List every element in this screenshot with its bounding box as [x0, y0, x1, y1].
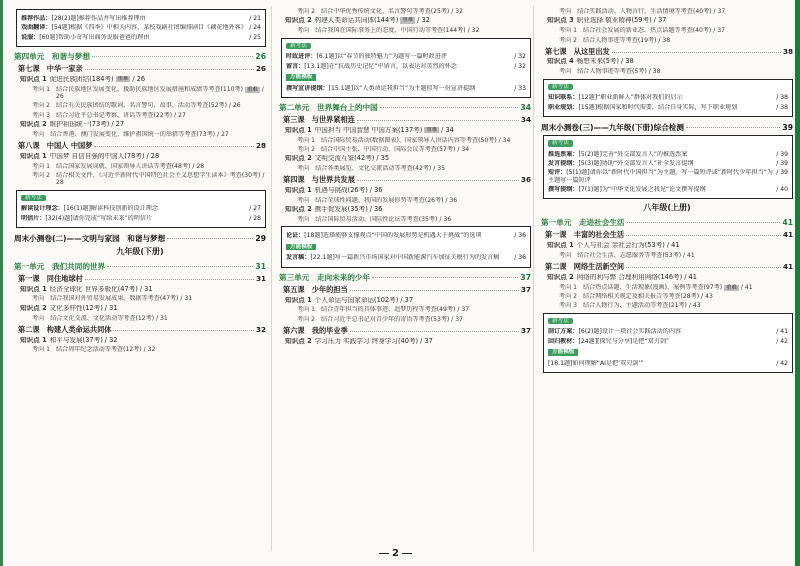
column-divider [271, 6, 272, 551]
box-item: 明信片：[32(4)题]请你完成“写给未来”的明信片 / 28 [21, 214, 261, 222]
exam-direction[interactable]: 考向 结合香港、澳门发展变化、维护祖国统一的举措等考查(73考) / 27 [32, 130, 229, 138]
difficulty-badge: 重难 [247, 86, 258, 93]
unit-heading[interactable]: 第一单元 我们共同的世界 31 [14, 261, 266, 271]
new-exam-box [543, 313, 793, 373]
grade-heading: 八年级(上册) [643, 203, 691, 213]
box-item: 短评：[5(1)题]请你以“新时代中国担当”为主题，写一篇短评或“新时代少年担当”为主题写一篇短评 / 39 [548, 169, 788, 184]
exam-direction[interactable]: 考向 结合实践活动、人物言行、生活情境等考查(40考) / 37 [559, 8, 726, 15]
exam-direction[interactable]: 考向 结合全球性问题、我国的发展形势等考查(26考) / 36 [297, 196, 458, 204]
box-item: 知识联系：[12题]“职业新鲜人”群体对我们的启示 / 38 [548, 94, 788, 102]
knowledge-point[interactable]: 知识点 1 经济全球化 世界多极化(47考) / 31 [20, 285, 153, 293]
box-item: 发言提纲：[5(3)题]协助“外交部发言人”补全发言提纲 / 39 [548, 160, 788, 168]
new-method-tag: 新考法 [548, 318, 573, 325]
exam-direction[interactable]: 考向 1 结合国际贸易活动(数据图表)、国家领导人讲话内容等考查(50考) / 34 [297, 136, 511, 144]
lesson-heading[interactable]: 第二课 构建人类命运共同体 32 [18, 324, 266, 334]
unit-heading[interactable]: 第三单元 走向未来的少年 37 [279, 272, 531, 282]
knowledge-point[interactable]: 知识点 1 机遇与挑战(26考) / 36 [285, 187, 383, 195]
box-item: 制订方案：[6(2)题]设计一项社会实践活动的内容 / 41 [548, 328, 788, 336]
lesson-heading[interactable]: 第六课 我的毕业季 37 [283, 326, 531, 336]
exam-direction[interactable]: 考向 1 结合社会发展的新业态、热点话题等考查(40考) / 37 [559, 27, 726, 35]
knowledge-point[interactable]: 知识点 2 构建人类命运共同体(144考) 重难 / 32 [285, 17, 430, 25]
exam-direction[interactable]: 考向 结合各类展览、文化交流活动等考查(42考) / 35 [297, 165, 445, 173]
knowledge-point[interactable]: 知识点 2 携手促发展(35考) / 36 [285, 206, 383, 214]
knowledge-point[interactable]: 知识点 1 促进民族团结(184考) 重难 / 26 [20, 75, 146, 83]
knowledge-point[interactable]: 知识点 2 维护祖国统一(73考) / 27 [20, 121, 125, 129]
lesson-heading[interactable]: 第三课 与世界紧相连 34 [283, 114, 531, 124]
new-exam-box [543, 79, 793, 117]
box-item: 撰写宣讲提纲：[15.1题]以“人类命运我担当”为主题拟写一份宣讲提纲 / 33 [286, 84, 526, 92]
new-exam-box [543, 135, 793, 199]
template-tag: 万能模板 [548, 349, 578, 356]
left-edge-strip [0, 0, 3, 566]
unit-heading[interactable]: 第四单元 和谐与梦想 26 [14, 51, 266, 61]
weekend-test-heading[interactable]: 周末小测卷(三)——九年级(下册)综合检测 39 [541, 123, 793, 133]
new-exam-box [281, 226, 531, 267]
exam-direction[interactable]: 考向 结合社会生活、志愿服务等考查(53考) / 41 [559, 251, 695, 259]
right-edge-strip [795, 0, 800, 566]
grade-heading: 九年级(下册) [116, 247, 164, 257]
exam-direction[interactable]: 考向 1 结合青年担当的具体事迹、追梦历程等考查(49考) / 37 [297, 306, 470, 314]
page-number: 2 [376, 548, 415, 560]
box-item: 解读设计理念：[16(1)题]解读科技创新的设计理念 / 27 [21, 205, 261, 213]
lesson-heading[interactable]: 第四课 与世界共发展 36 [283, 175, 531, 185]
exam-direction[interactable]: 考向 1 结合周年纪念活动等考查(12考) / 32 [32, 346, 156, 354]
new-exam-box [281, 38, 531, 98]
lesson-heading[interactable]: 第七课 从这里出发 38 [545, 46, 793, 56]
exam-direction[interactable]: 考向 2 结合网络相关规定及相关报告等考查(28考) / 43 [559, 293, 713, 300]
exam-direction[interactable]: 考向 1 结合热点话题、生活现象(漫画)、案例等考查(97考) 重难 / 41 [559, 283, 753, 291]
exam-direction[interactable]: 考向 2 结合中国主张、中国行动、国际会议等考查(57考) / 34 [297, 145, 470, 153]
exam-direction[interactable]: 考向 2 结合有关民族团结的歌词、名言警句、故事、活动等考查(52考) / 26 [32, 102, 241, 110]
knowledge-point[interactable]: 知识点 2 网络的利与弊 合理利用网络(146考) / 41 [547, 273, 697, 281]
box-item: 戏曲翻译：[54题]根据《四季》中相关内容，某校戏剧社团编排剧目《藕花地外客》 / 24 [21, 24, 261, 32]
box-item: 时政进评：[6.1题]以“春节的独特魅力”为题写一篇时政进评 / 32 [286, 53, 526, 61]
difficulty-badge: 重难 [726, 284, 737, 291]
exam-direction[interactable]: 考向 结合我国对外贸易发展成果、数据等考查(47考) / 31 [32, 295, 193, 303]
lesson-heading[interactable]: 第八课 中国人 中国梦 28 [18, 141, 266, 151]
template-tag: 万能模板 [286, 74, 316, 81]
knowledge-point[interactable]: 知识点 4 畅想未来(5考) / 38 [547, 58, 634, 66]
knowledge-point[interactable]: 知识点 2 文化多样性(12考) / 31 [20, 304, 118, 312]
new-method-tag: 新考法 [548, 84, 573, 91]
column-right [541, 6, 793, 376]
box-item: 发言稿：[22.1题]写一篇新兴市场国家对中国新能源汽车加征关税行为的发言稿 / 36 [286, 254, 526, 262]
unit-heading[interactable]: 第一单元 走进社会生活 41 [541, 218, 793, 227]
difficulty-badge: 重难 [426, 126, 438, 133]
exam-direction[interactable]: 考向 2 结合人物事迹等考查(19考) / 38 [559, 36, 671, 44]
knowledge-point[interactable]: 知识点 3 职业选择 敬业精神(59考) / 37 [547, 17, 667, 25]
exam-direction[interactable]: 考向 1 结合国家发展成就、国家领导人讲话等考查(48考) / 28 [32, 162, 205, 170]
lesson-heading[interactable]: 第一课 同住地球村 31 [18, 273, 266, 283]
box-item: 推荐作品：[28(2)题]推荐作品并写出推荐理由 / 21 [21, 15, 261, 22]
exam-direction[interactable]: 考向 3 结合习近平总书记考察、讲话等考查(22考) / 27 [32, 111, 186, 119]
box-item: 推选票案：[5(2)题]完善“外交部发言人”的推选票案 / 39 [548, 150, 788, 158]
exam-direction[interactable]: 考向 2 结合习近平总书记对青少年的寄语等考查(53考) / 37 [297, 315, 464, 323]
new-exam-box [16, 190, 266, 228]
unit-heading[interactable]: 第二单元 世界舞台上的中国 34 [279, 102, 531, 112]
lesson-heading[interactable]: 第七课 中华一家亲 26 [18, 64, 266, 74]
knowledge-point[interactable]: 知识点 2 文明交流互鉴(42考) / 35 [285, 155, 390, 163]
column-divider [533, 6, 534, 551]
box-item: 留言：[13.1题]在“抗战历史记忆”中留言，以表达对英烈的怀念 / 32 [286, 62, 526, 70]
exam-direction[interactable]: 考向 结合文化交流、文化活动等考查(12考) / 31 [32, 314, 168, 322]
new-exam-box [16, 9, 266, 47]
knowledge-point[interactable]: 知识点 1 中国担当 中国智慧 中国方案(137考) 重难 / 34 [285, 126, 454, 134]
box-item: 撰写提纲：[7(1)题]为“中华文化发展之我见”论文撰写提纲 / 40 [548, 186, 788, 194]
column-left [14, 6, 266, 356]
lesson-heading[interactable]: 第一课 丰富的社会生活 41 [545, 230, 793, 240]
knowledge-point[interactable]: 知识点 1 中国梦 自信自强的中国人(78考) / 28 [20, 152, 160, 160]
exam-direction[interactable]: 考向 3 结合人物行为、主题活动等考查(21考) / 43 [559, 302, 701, 310]
exam-direction[interactable]: 考向 2 结合相关文件、《习近平新时代中国特色社会主义思想学生读本》考查(30考) / 28 [32, 172, 265, 187]
box-item: [18.1题]如何理解“AI是把‘双刃剑’” / 42 [548, 359, 788, 367]
knowledge-point[interactable]: 知识点 1 个人命运与国家命运(102考) / 37 [285, 296, 414, 304]
box-item: 论证：[18题]选择能够支撑观点“中国的发展形势是机遇大于挑战”的选项 / 36 [286, 232, 526, 240]
lesson-heading[interactable]: 第五课 少年的担当 37 [283, 284, 531, 294]
new-method-tag: 新考法 [21, 195, 46, 202]
column-middle [279, 6, 531, 348]
template-tag: 万能模板 [286, 244, 316, 251]
lesson-heading[interactable]: 第二课 网络生活新空间 41 [545, 261, 793, 271]
exam-direction[interactable]: 考向 结合国际贸易活动、国际性论坛等考查(35考) / 36 [297, 216, 452, 224]
new-method-tag: 新考法 [286, 43, 311, 50]
box-item: 回归教材：[24题][探究与分享]是把“双刃剑” / 42 [548, 337, 788, 345]
new-method-tag: 新考法 [548, 140, 573, 147]
difficulty-badge: 重难 [402, 17, 414, 24]
exam-direction[interactable]: 考向 结合我国在国际事务上的态度、中国行动等考查(144考) / 32 [297, 27, 480, 35]
exam-direction[interactable]: 考向 结合人物事迹等考查(5考) / 38 [559, 68, 661, 76]
exam-direction[interactable]: 考向 1 结合民族地区发展变化、援助民族地区发展措施和成绩等考查(110考) 重难 / 26 [32, 85, 264, 101]
box-item: 职业规划：[15题]根据国家和时代需要，结合自身实际，写下职业规划 / 38 [548, 103, 788, 111]
knowledge-point[interactable]: 知识点 2 学习压力 实践学习 终身学习(40考) / 37 [285, 337, 433, 345]
weekend-test-heading[interactable]: 周末小测卷(二)——文明与家园 和谐与梦想 29 [14, 234, 266, 244]
difficulty-badge: 重难 [117, 75, 129, 82]
knowledge-point[interactable]: 知识点 1 和平与发展(37考) / 32 [20, 336, 118, 344]
box-item: 说服：[60题]帮助小奇写出商务说服爸爸的理由 / 25 [21, 33, 261, 41]
exam-direction[interactable]: 考向 2 结合中华优秀传统文化、名言警句等考查(25考) / 32 [297, 8, 464, 15]
knowledge-point[interactable]: 知识点 1 个人与社会 亲社会行为(53考) / 41 [547, 241, 680, 249]
